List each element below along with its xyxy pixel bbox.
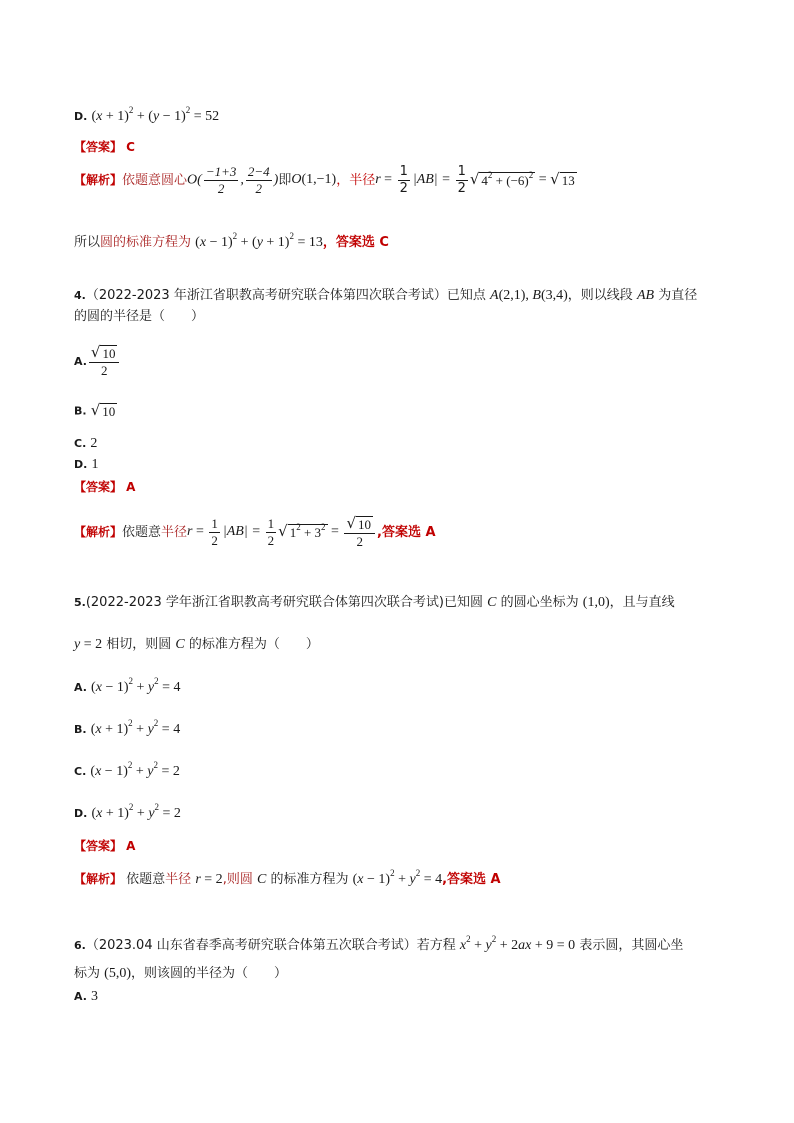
formula: √ 10 xyxy=(90,401,116,419)
q4-option-b xyxy=(74,403,117,419)
formula: AB xyxy=(636,288,655,303)
option-label: A. xyxy=(74,990,87,1003)
question-text: 的圆心坐标为 xyxy=(500,595,579,610)
question-text: 已知点 xyxy=(446,288,486,303)
formula: y = 2 xyxy=(74,637,103,652)
answer-label: 【答案】 xyxy=(74,839,123,853)
question-text: ，则该圆的半径为（ ） xyxy=(130,966,287,981)
question-text: 若方程 xyxy=(416,938,456,953)
analysis-text: ，半径 xyxy=(336,172,376,188)
q5-answer xyxy=(74,840,135,853)
option-value: 1 xyxy=(91,457,99,472)
q5-option-a xyxy=(74,676,181,695)
q3-analysis: 【解析】 依题意圆心 O( $\frac{-1+3}{2}$ , $\frac{2-4}{2}$ ) 即 O (1,−1) ，半径 r = $\frac{1}{2}$ |AB| = $\frac{1}{2}$ √ $4^2 + (-6)^2$ = √ 13 xyxy=(74,163,575,196)
formula: (1,0) xyxy=(582,595,610,610)
q3-option-d xyxy=(74,105,220,124)
answer-value: A xyxy=(126,839,136,853)
formula: O( $\frac{-1+3}{2}$ , $\frac{2-4}{2}$ ) xyxy=(187,163,279,196)
option-label: C. xyxy=(74,437,87,450)
question-text: 的圆的半径是（ ） xyxy=(74,309,205,324)
analysis-text: 依题意 xyxy=(126,872,166,887)
q5-option-b xyxy=(74,718,181,737)
q5-analysis xyxy=(74,868,501,887)
q6-stem-line1 xyxy=(74,934,684,953)
analysis-text: ，答案选 C xyxy=(322,235,389,250)
analysis-label: 【解析】 xyxy=(74,525,123,539)
option-label: A. xyxy=(74,681,87,694)
q5-stem-line1 xyxy=(74,596,675,610)
question-text: 为直径 xyxy=(658,288,698,303)
q4-option-d xyxy=(74,458,98,472)
q4-option-c xyxy=(74,437,97,451)
formula: $(x - 1)^2 + y^2 = 4$ xyxy=(91,676,181,695)
formula: C xyxy=(256,872,267,887)
formula: $(x - 1)^2 + (y + 1)^2 = 13$ xyxy=(195,231,323,250)
analysis-text: 的标准方程为 xyxy=(270,872,349,887)
question-number: 4. xyxy=(74,289,86,302)
option-label: D. xyxy=(74,458,88,471)
analysis-text: 半径 xyxy=(165,872,192,887)
formula: (5,0) xyxy=(104,966,131,981)
formula: $x^2 + y^2 + 2ax + 9 = 0$ xyxy=(459,934,576,953)
q4-stem-line2 xyxy=(74,310,204,323)
option-value: 3 xyxy=(91,989,99,1004)
q6-option-a xyxy=(74,990,98,1004)
formula: r xyxy=(375,172,381,187)
q4-answer xyxy=(74,481,135,494)
formula: r = 2 xyxy=(195,872,223,887)
question-text: ，且与直线 xyxy=(609,595,675,610)
q4-option-a xyxy=(74,341,121,381)
option-label: D. xyxy=(74,110,88,123)
question-text: 表示圆，其圆心坐 xyxy=(579,938,684,953)
analysis-text: ,答案选 A xyxy=(442,872,501,887)
analysis-text: ,则圆 xyxy=(222,872,253,887)
answer-label: 【答案】 xyxy=(74,480,123,494)
analysis-text: 依题意圆心 xyxy=(122,172,188,188)
question-source: (2022-2023 学年浙江省职教高考研究联合体第四次联合考试) xyxy=(85,595,444,610)
formula: $(x + 1)^2 + y^2 = 2$ xyxy=(91,802,181,821)
question-number: 5. xyxy=(74,596,86,609)
formula: O xyxy=(291,172,302,187)
formula: $(x + 1)^2 + y^2 = 4$ xyxy=(90,718,181,737)
formula: $(x - 1)^2 + y^2 = 2$ xyxy=(90,760,180,779)
option-label: B. xyxy=(74,404,87,418)
question-text: 相切，则圆 xyxy=(106,637,172,652)
question-text: 已知圆 xyxy=(443,595,483,610)
option-label: A. xyxy=(74,354,87,368)
answer-label: 【答案】 xyxy=(74,140,123,154)
q4-stem-line1 xyxy=(74,289,697,303)
analysis-text: ,答案选 A xyxy=(377,524,436,540)
question-text: ，则以线段 xyxy=(567,288,633,303)
answer-value: C xyxy=(126,140,135,154)
option-label: C. xyxy=(74,765,87,778)
q3-answer xyxy=(74,141,135,154)
q6-stem-line2 xyxy=(74,967,287,981)
analysis-text: 圆的标准方程为 xyxy=(100,235,192,250)
formula: r xyxy=(187,524,193,539)
q3-conclusion xyxy=(74,231,389,250)
question-number: 6. xyxy=(74,939,86,952)
formula: $(x - 1)^2 + y^2 = 4$ xyxy=(352,868,443,887)
question-source: （2023.04 山东省春季高考研究联合体第五次联合考试） xyxy=(85,938,417,953)
formula: C xyxy=(175,637,185,652)
option-value: 2 xyxy=(90,436,98,451)
analysis-text: 半径 xyxy=(161,524,188,540)
q5-option-c xyxy=(74,760,180,779)
analysis-text: 即 xyxy=(278,172,292,188)
question-text: 的标准方程为（ ） xyxy=(188,637,319,652)
q5-option-d xyxy=(74,802,181,821)
option-label: B. xyxy=(74,723,87,736)
analysis-text: 所以 xyxy=(74,235,101,250)
option-label: D. xyxy=(74,807,88,820)
answer-value: A xyxy=(126,480,136,494)
analysis-label: 【解析】 xyxy=(74,173,123,187)
formula: A(2,1), B(3,4) xyxy=(490,288,568,303)
question-text: 标为 xyxy=(74,966,101,981)
analysis-text: 依题意 xyxy=(122,524,162,540)
formula: $(x + 1)^2 + (y - 1)^2 = 52$ xyxy=(91,105,220,124)
question-source: （2022-2023 年浙江省职教高考研究联合体第四次联合考试） xyxy=(85,288,447,303)
analysis-label: 【解析】 xyxy=(74,872,123,886)
q5-stem-line2 xyxy=(74,638,319,652)
formula: C xyxy=(487,595,497,610)
q4-analysis: 【解析】 依题意 半径 r = $\frac{1}{2}$ |AB| = $\frac{1}{2}$ √ $1^2 + 3^2$ = √ 10 2 ,答案选 A xyxy=(74,513,436,549)
formula: √ 10 2 xyxy=(89,344,120,377)
